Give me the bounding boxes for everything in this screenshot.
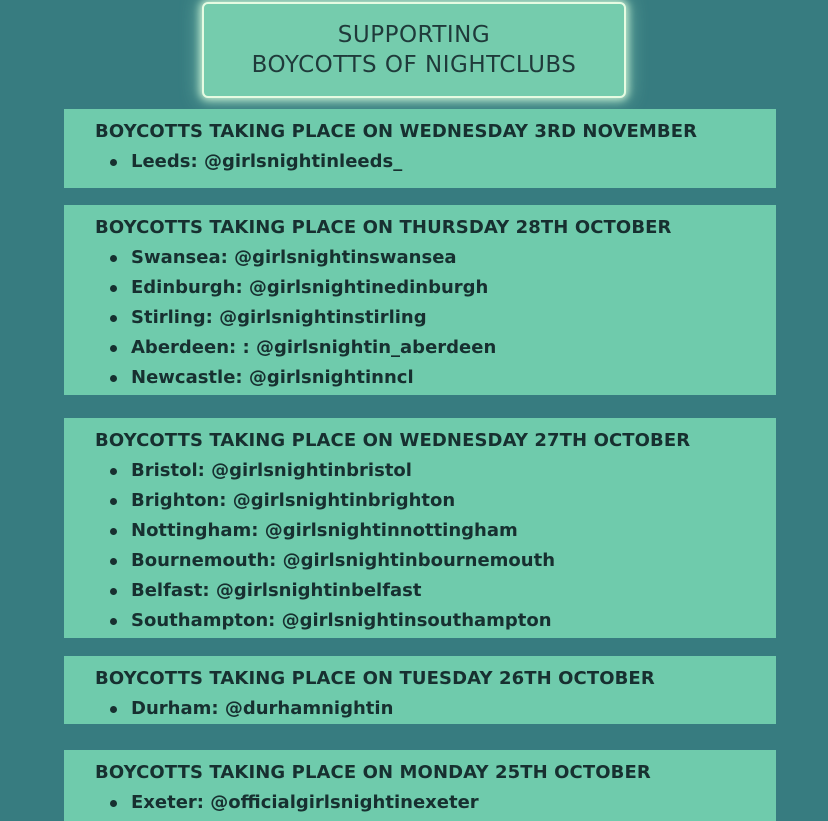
- entry-list: [95, 788, 776, 818]
- boycott-section-tuesday-26th-october: [64, 656, 776, 724]
- list-item: [95, 694, 776, 724]
- entry-text: Southampton: @girlsnightinsouthampton: [131, 610, 552, 631]
- entry-list: [95, 243, 776, 393]
- entry-text: Bristol: @girlsnightinbristol: [131, 460, 412, 481]
- list-item: [95, 363, 776, 393]
- bullet-icon: [110, 315, 117, 322]
- bullet-icon: [110, 528, 117, 535]
- title-line-1: SUPPORTING: [337, 22, 491, 48]
- section-heading: BOYCOTTS TAKING PLACE ON THURSDAY 28TH OCTOBER: [95, 217, 672, 238]
- list-item: [95, 456, 776, 486]
- list-item: [95, 486, 776, 516]
- bullet-icon: [110, 498, 117, 505]
- boycott-section-wednesday-3rd-november: [64, 109, 776, 188]
- bullet-icon: [110, 558, 117, 565]
- bullet-icon: [110, 706, 117, 713]
- list-item: [95, 606, 776, 636]
- entry-text: Aberdeen: : @girlsnightin_aberdeen: [131, 337, 497, 358]
- bullet-icon: [110, 618, 117, 625]
- boycott-section-monday-25th-october: [64, 750, 776, 821]
- entry-text: Durham: @durhamnightin: [131, 698, 394, 719]
- boycott-section-thursday-28th-october: [64, 205, 776, 395]
- list-item: [95, 243, 776, 273]
- entry-text: Nottingham: @girlsnightinnottingham: [131, 520, 518, 541]
- section-heading: BOYCOTTS TAKING PLACE ON WEDNESDAY 27TH OCTOBER: [95, 430, 691, 451]
- section-heading: BOYCOTTS TAKING PLACE ON WEDNESDAY 3RD NOVEMBER: [95, 121, 698, 142]
- entry-list: [95, 456, 776, 636]
- entry-text: Bournemouth: @girlsnightinbournemouth: [131, 550, 556, 571]
- section-heading: BOYCOTTS TAKING PLACE ON MONDAY 25TH OCTOBER: [95, 762, 651, 783]
- entry-text: Stirling: @girlsnightinstirling: [131, 307, 427, 328]
- bullet-icon: [110, 588, 117, 595]
- entry-text: Exeter: @officialgirlsnightinexeter: [131, 792, 479, 813]
- entry-text: Newcastle: @girlsnightinncl: [131, 367, 414, 388]
- entry-list: [95, 694, 776, 724]
- list-item: [95, 147, 776, 177]
- entry-text: Belfast: @girlsnightinbelfast: [131, 580, 422, 601]
- list-item: [95, 546, 776, 576]
- entry-text: Leeds: @girlsnightinleeds_: [131, 151, 403, 172]
- entry-text: Edinburgh: @girlsnightinedinburgh: [131, 277, 489, 298]
- list-item: [95, 273, 776, 303]
- list-item: [95, 303, 776, 333]
- entry-text: Brighton: @girlsnightinbrighton: [131, 490, 456, 511]
- bullet-icon: [110, 285, 117, 292]
- bullet-icon: [110, 255, 117, 262]
- list-item: [95, 333, 776, 363]
- section-heading: BOYCOTTS TAKING PLACE ON TUESDAY 26TH OCTOBER: [95, 668, 655, 689]
- bullet-icon: [110, 345, 117, 352]
- title-banner: [202, 2, 626, 98]
- bullet-icon: [110, 468, 117, 475]
- title-line-2: BOYCOTTS OF NIGHTCLUBS: [251, 52, 577, 78]
- entry-text: Swansea: @girlsnightinswansea: [131, 247, 457, 268]
- bullet-icon: [110, 800, 117, 807]
- list-item: [95, 516, 776, 546]
- boycott-section-wednesday-27th-october: [64, 418, 776, 638]
- bullet-icon: [110, 375, 117, 382]
- bullet-icon: [110, 159, 117, 166]
- entry-list: [95, 147, 776, 177]
- list-item: [95, 576, 776, 606]
- list-item: [95, 788, 776, 818]
